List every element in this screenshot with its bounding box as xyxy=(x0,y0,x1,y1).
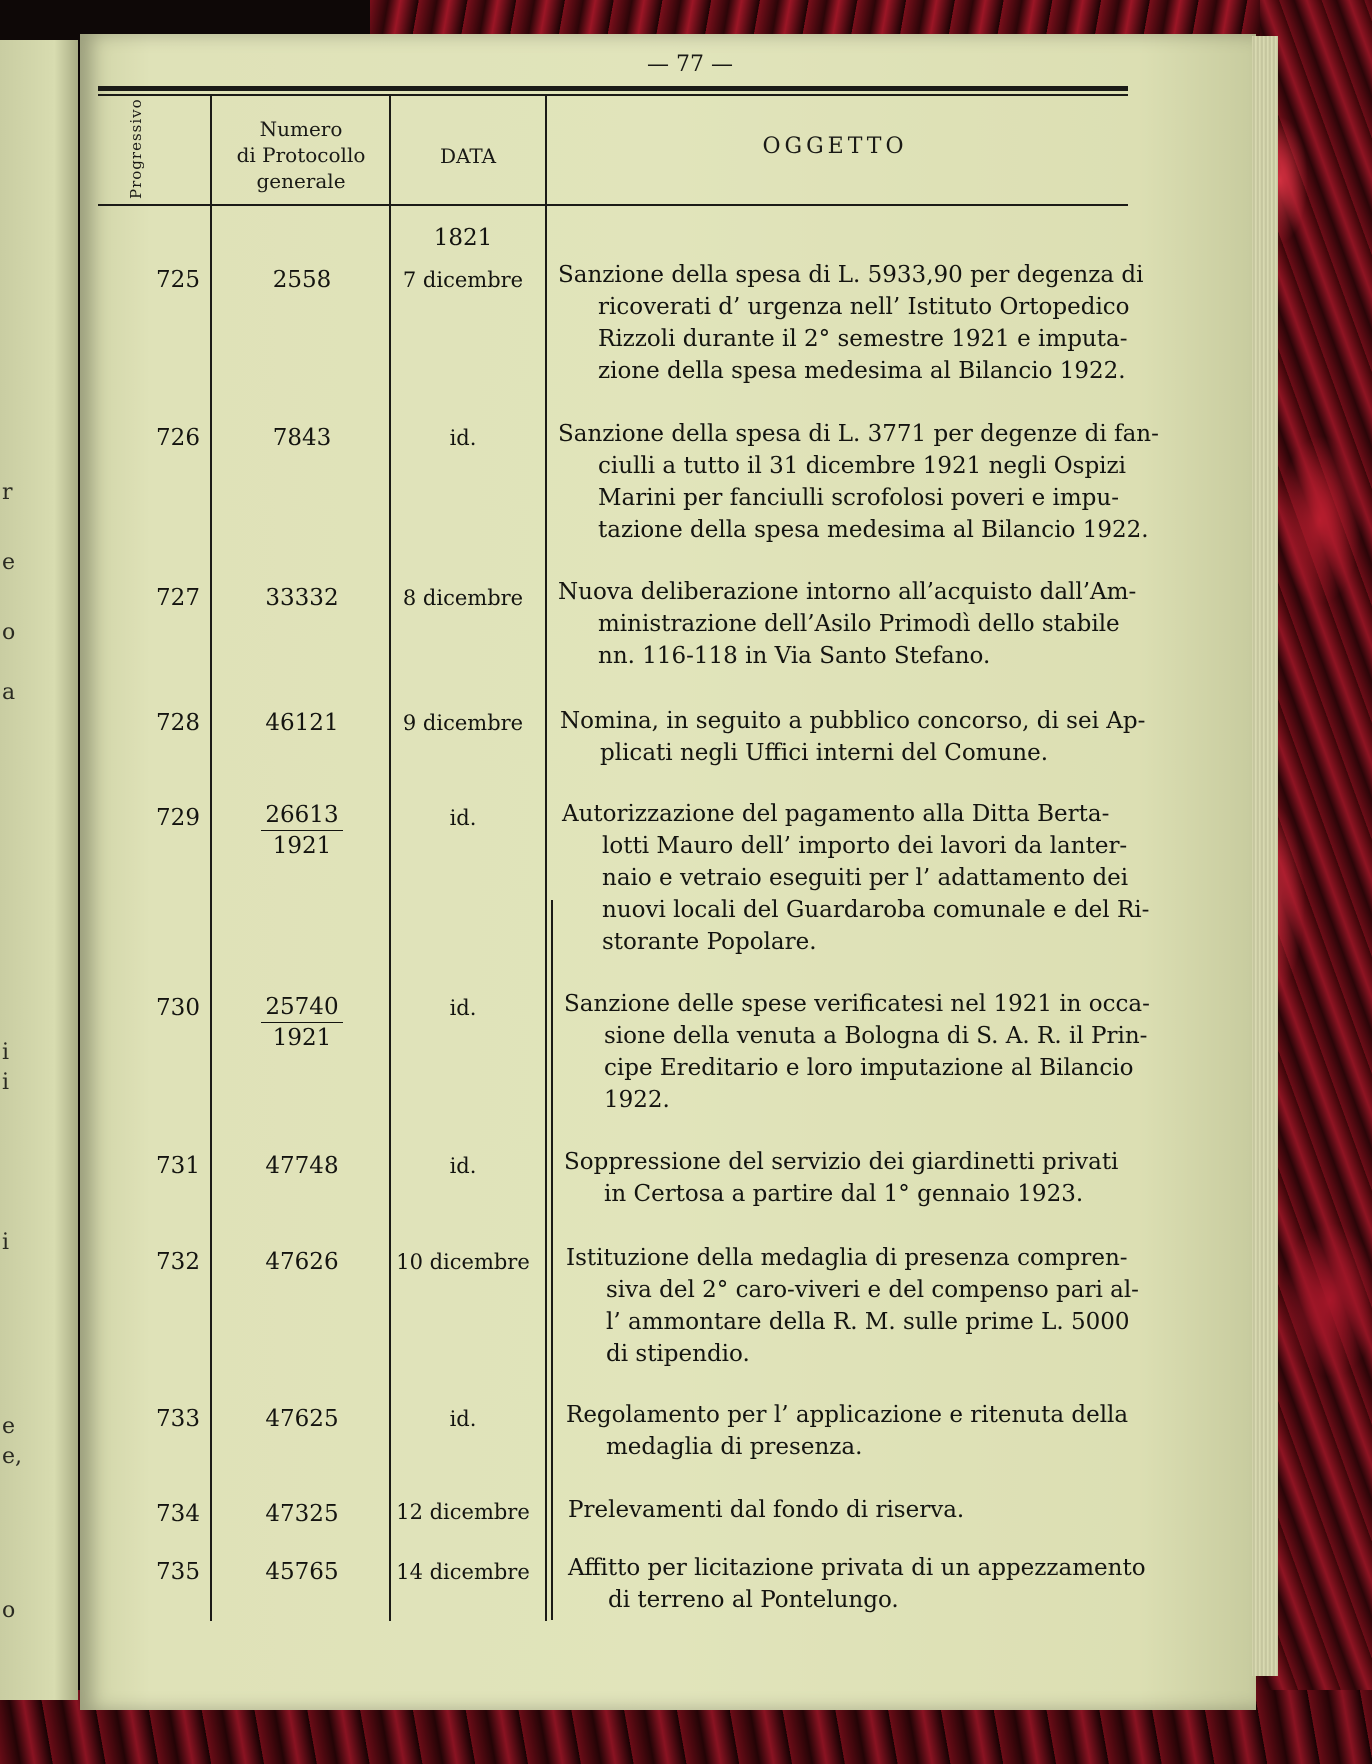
row-date: 10 dicembre xyxy=(396,1250,530,1274)
left-page-fragment: i xyxy=(2,1040,10,1065)
row-oggetto-line: di stipendio. xyxy=(606,1341,750,1367)
row-progressivo: 733 xyxy=(156,1406,200,1432)
row-progressivo: 725 xyxy=(156,267,200,293)
row-oggetto-line: lotti Mauro dell’ importo dei lavori da lanter- xyxy=(602,833,1128,859)
row-progressivo: 730 xyxy=(156,995,200,1021)
row-oggetto-line: Regolamento per l’ applicazione e ritenuta della xyxy=(566,1402,1129,1428)
row-progressivo: 735 xyxy=(156,1559,200,1585)
row-date: id. xyxy=(449,806,477,830)
page-number: — 77 — xyxy=(647,52,733,77)
row-protocollo: 45765 xyxy=(265,1559,339,1585)
column-divider xyxy=(210,96,212,1621)
row-oggetto-line: Nomina, in seguito a pubblico concorso, di sei Ap- xyxy=(560,708,1146,734)
row-date: id. xyxy=(449,1154,477,1178)
row-oggetto-line: di terreno al Pontelungo. xyxy=(608,1587,899,1613)
header-progressivo-label: Progressivo xyxy=(127,98,145,199)
row-oggetto-line: storante Popolare. xyxy=(602,929,817,955)
row-oggetto xyxy=(558,418,1159,546)
row-progressivo: 732 xyxy=(156,1249,200,1275)
row-oggetto xyxy=(568,1494,1150,1526)
row-protocollo: 47748 xyxy=(265,1153,339,1179)
header-protocollo-line: generale xyxy=(256,169,346,193)
row-date: 9 dicembre xyxy=(402,711,524,735)
previous-page-edge xyxy=(0,40,78,1700)
header-data: DATA xyxy=(439,144,497,168)
row-oggetto xyxy=(566,1242,1148,1370)
left-page-fragment: i xyxy=(2,1230,10,1255)
left-page-fragment: r xyxy=(2,480,13,505)
row-protocollo: 7843 xyxy=(272,425,332,451)
row-progressivo: 731 xyxy=(156,1153,200,1179)
header-rule-thin xyxy=(98,94,1128,96)
row-protocollo: 46121 xyxy=(265,710,339,736)
row-protocollo: 47625 xyxy=(265,1406,339,1432)
row-date: 12 dicembre xyxy=(396,1500,530,1524)
row-progressivo: 726 xyxy=(156,425,200,451)
row-protocollo xyxy=(218,800,386,862)
header-protocollo-line: di Protocollo xyxy=(236,143,366,167)
row-oggetto-line: medaglia di presenza. xyxy=(606,1434,863,1460)
row-oggetto-line: ministrazione dell’Asilo Primodì dello stabile xyxy=(598,611,1120,637)
row-date: id. xyxy=(449,1407,477,1431)
protocollo-year: 1921 xyxy=(272,1025,332,1051)
row-oggetto-line: ricoverati d’ urgenza nell’ Istituto Ortopedico xyxy=(598,294,1130,320)
row-protocollo: 47626 xyxy=(265,1249,339,1275)
protocollo-fraction xyxy=(261,800,342,861)
row-oggetto-line: 1922. xyxy=(604,1087,670,1113)
row-oggetto-line: Marini per fanciulli scrofolosi poveri e impu- xyxy=(598,485,1119,511)
header-protocollo xyxy=(214,116,388,194)
row-oggetto xyxy=(564,1146,1146,1210)
row-date: 8 dicembre xyxy=(402,586,524,610)
column-divider xyxy=(551,900,553,1620)
row-oggetto-line: plicati negli Uffici interni del Comune. xyxy=(600,740,1049,766)
row-oggetto-line: zione della spesa medesima al Bilancio 1922. xyxy=(598,358,1126,384)
row-oggetto-line: naio e vetraio eseguiti per l’ adattamento dei xyxy=(602,865,1129,891)
row-progressivo: 734 xyxy=(156,1501,200,1527)
row-date: 14 dicembre xyxy=(396,1560,530,1584)
row-oggetto xyxy=(560,705,1146,769)
row-oggetto-line: l’ ammontare della R. M. sulle prime L. 5000 xyxy=(606,1309,1130,1335)
row-progressivo: 728 xyxy=(156,710,200,736)
row-date: 7 dicembre xyxy=(402,268,524,292)
row-oggetto-line: ciulli a tutto il 31 dicembre 1921 negli Ospizi xyxy=(598,453,1127,479)
header-bottom-rule xyxy=(98,204,1128,206)
row-oggetto-line: Sanzione della spesa di L. 3771 per degenze di fan- xyxy=(558,421,1159,447)
row-oggetto xyxy=(558,576,1140,672)
row-oggetto xyxy=(568,1552,1150,1616)
protocollo-fraction xyxy=(261,992,342,1053)
left-page-fragment: e xyxy=(2,1414,16,1439)
left-page-fragment: o xyxy=(2,620,16,645)
protocollo-number: 26613 xyxy=(261,800,342,831)
row-protocollo xyxy=(218,992,386,1054)
row-date: id. xyxy=(449,996,477,1020)
row-protocollo: 47325 xyxy=(265,1501,339,1527)
left-page-fragment: e, xyxy=(2,1444,23,1469)
protocollo-number: 25740 xyxy=(261,992,342,1023)
column-divider xyxy=(545,96,547,1621)
row-progressivo: 727 xyxy=(156,585,200,611)
left-page-fragment: e xyxy=(2,550,16,575)
header-protocollo-line: Numero xyxy=(259,117,343,141)
row-oggetto-line: siva del 2° caro-viveri e del compenso pari al- xyxy=(606,1277,1139,1303)
row-oggetto-line: nuovi locali del Guardaroba comunale e del Ri- xyxy=(602,897,1150,923)
row-oggetto-line: Nuova deliberazione intorno all’acquisto dall’Am- xyxy=(558,579,1137,605)
header-rule-thick xyxy=(98,86,1128,91)
row-oggetto-line: Sanzione della spesa di L. 5933,90 per degenza di xyxy=(558,262,1144,288)
row-oggetto-line: Soppressione del servizio dei giardinetti privati xyxy=(564,1149,1119,1175)
left-page-fragment: a xyxy=(2,680,16,705)
page-edges xyxy=(1252,36,1278,1676)
header-oggetto: OGGETTO xyxy=(762,134,908,159)
row-oggetto-line: sione della venuta a Bologna di S. A. R. il Prin- xyxy=(604,1023,1148,1049)
row-oggetto-line: Affitto per licitazione privata di un appezzamento xyxy=(568,1555,1146,1581)
row-oggetto-line: Autorizzazione del pagamento alla Ditta Berta- xyxy=(562,801,1110,827)
row-progressivo: 729 xyxy=(156,805,200,831)
row-protocollo: 33332 xyxy=(265,585,339,611)
row-oggetto-line: Istituzione della medaglia di presenza compren- xyxy=(566,1245,1128,1271)
row-oggetto-line: nn. 116-118 in Via Santo Stefano. xyxy=(598,643,991,669)
column-divider xyxy=(389,96,391,1621)
row-oggetto-line: Rizzoli durante il 2° semestre 1921 e imputa- xyxy=(598,326,1128,352)
row-date: id. xyxy=(449,426,477,450)
row-protocollo: 2558 xyxy=(272,267,332,293)
row-oggetto xyxy=(558,259,1144,387)
left-page-fragment: i xyxy=(2,1070,10,1095)
row-oggetto-line: in Certosa a partire dal 1° gennaio 1923. xyxy=(604,1181,1084,1207)
row-oggetto xyxy=(562,798,1150,958)
row-oggetto-line: tazione della spesa medesima al Bilancio 1922. xyxy=(598,517,1149,543)
row-oggetto xyxy=(564,988,1150,1116)
row-oggetto-line: Prelevamenti dal fondo di riserva. xyxy=(568,1497,965,1523)
year-label: 1821 xyxy=(433,225,493,251)
protocollo-year: 1921 xyxy=(272,833,332,859)
row-oggetto-line: Sanzione delle spese verificatesi nel 1921 in occa- xyxy=(564,991,1150,1017)
row-oggetto xyxy=(566,1399,1148,1463)
row-oggetto-line: cipe Ereditario e loro imputazione al Bilancio xyxy=(604,1055,1134,1081)
left-page-fragment: o xyxy=(2,1598,16,1623)
